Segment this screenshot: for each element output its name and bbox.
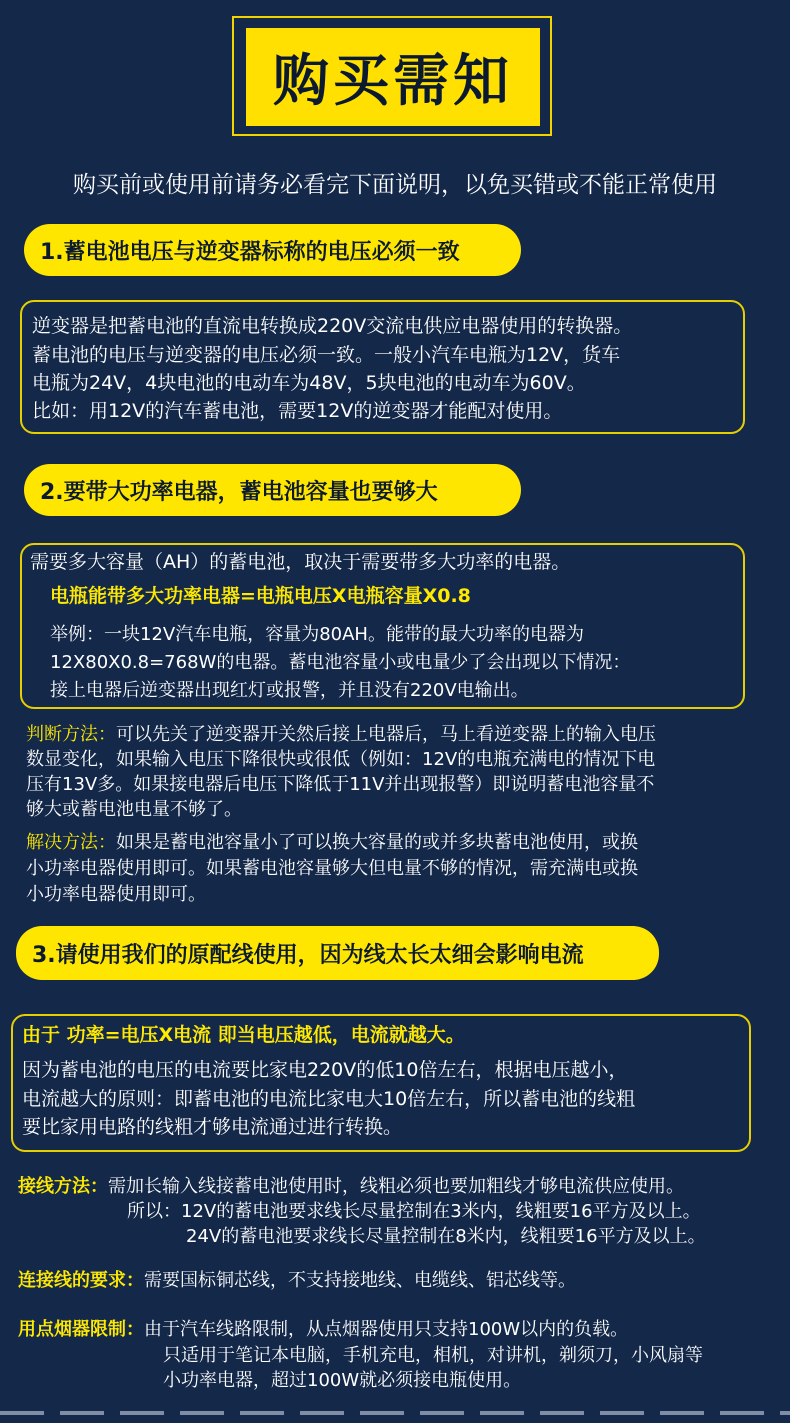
section2-heading: 2.要带大功率电器，蓄电池容量也要够大	[24, 464, 521, 516]
wiring-line: 所以：12V的蓄电池要求线长尽量控制在3米内，线粗要16平方及以上。	[127, 1201, 701, 1222]
cable-label: 连接线的要求：	[18, 1270, 144, 1291]
judge-line: 够大或蓄电池电量不够了。	[26, 799, 242, 820]
solve-line: 小功率电器使用即可。	[26, 884, 206, 905]
judge-line: 压有13V多。如果接电器后电压下降低于11V并出现报警）即说明蓄电池容量不	[26, 774, 655, 795]
section3-formula: 由于 功率=电压X电流 即当电压越低，电流就越大。	[22, 1024, 465, 1046]
lighter-label: 用点烟器限制：	[18, 1319, 144, 1340]
section2-formula: 电瓶能带多大功率电器=电瓶电压X电瓶容量X0.8	[50, 585, 471, 607]
solve-text: 如果是蓄电池容量小了可以换大容量的或并多块蓄电池使用，或换	[116, 832, 638, 853]
footer-divider	[0, 1411, 790, 1415]
section1-line: 电瓶为24V，4块电池的电动车为48V，5块电池的电动车为60V。	[32, 372, 586, 394]
header-banner	[246, 28, 540, 126]
section2-example-line: 举例：一块12V汽车电瓶，容量为80AH。能带的最大功率的电器为	[50, 624, 584, 645]
judge-line: 数显变化，如果输入电压下降很快或很低（例如：12V的电瓶充满电的情况下电	[26, 749, 656, 770]
solve-line: 小功率电器使用即可。如果蓄电池容量够大但电量不够的情况，需充满电或换	[26, 858, 638, 879]
wiring-text: 需加长输入线接蓄电池使用时，线粗必须也要加粗线才够电流供应使用。	[108, 1176, 684, 1197]
cable-text: 需要国标铜芯线，不支持接地线、电缆线、铝芯线等。	[144, 1270, 576, 1291]
lighter-text: 由于汽车线路限制，从点烟器使用只支持100W以内的负载。	[144, 1319, 629, 1340]
lighter-line: 只适用于笔记本电脑，手机充电，相机，对讲机，剃须刀，小风扇等	[163, 1345, 703, 1366]
wiring-line: 24V的蓄电池要求线长尽量控制在8米内，线粗要16平方及以上。	[186, 1226, 706, 1247]
judge-text: 可以先关了逆变器开关然后接上电器后，马上看逆变器上的输入电压	[116, 724, 656, 745]
section1-line: 比如：用12V的汽车蓄电池，需要12V的逆变器才能配对使用。	[32, 400, 563, 422]
section1-heading: 1.蓄电池电压与逆变器标称的电压必须一致	[24, 224, 521, 276]
section3-line: 电流越大的原则：即蓄电池的电流比家电大10倍左右，所以蓄电池的线粗	[22, 1088, 636, 1110]
section3-line: 要比家用电路的线粗才够电流通过进行转换。	[22, 1116, 403, 1138]
section1-line: 逆变器是把蓄电池的直流电转换成220V交流电供应电器使用的转换器。	[32, 315, 633, 337]
section2-intro: 需要多大容量（AH）的蓄电池，取决于需要带多大功率的电器。	[30, 551, 571, 573]
section3-heading: 3.请使用我们的原配线使用，因为线太长太细会影响电流	[16, 926, 659, 980]
cable-line	[18, 1266, 576, 1295]
page-title: 购买需知	[273, 49, 513, 114]
section2-example-line: 接上电器后逆变器出现红灯或报警，并且没有220V电输出。	[50, 680, 529, 701]
solve-label: 解决方法：	[26, 832, 116, 853]
section2-example-line: 12X80X0.8=768W的电器。蓄电池容量小或电量少了会出现以下情况：	[50, 652, 631, 673]
solve-line	[26, 828, 638, 857]
section3-line: 因为蓄电池的电压的电流要比家电220V的低10倍左右，根据电压越小，	[22, 1059, 628, 1081]
judge-label: 判断方法：	[26, 724, 116, 745]
subtitle: 购买前或使用前请务必看完下面说明，以免买错或不能正常使用	[73, 172, 717, 198]
lighter-line	[18, 1315, 628, 1344]
wiring-label: 接线方法：	[18, 1176, 108, 1197]
lighter-line: 小功率电器，超过100W就必须接电瓶使用。	[163, 1370, 522, 1391]
section1-line: 蓄电池的电压与逆变器的电压必须一致。一般小汽车电瓶为12V，货车	[32, 344, 621, 366]
